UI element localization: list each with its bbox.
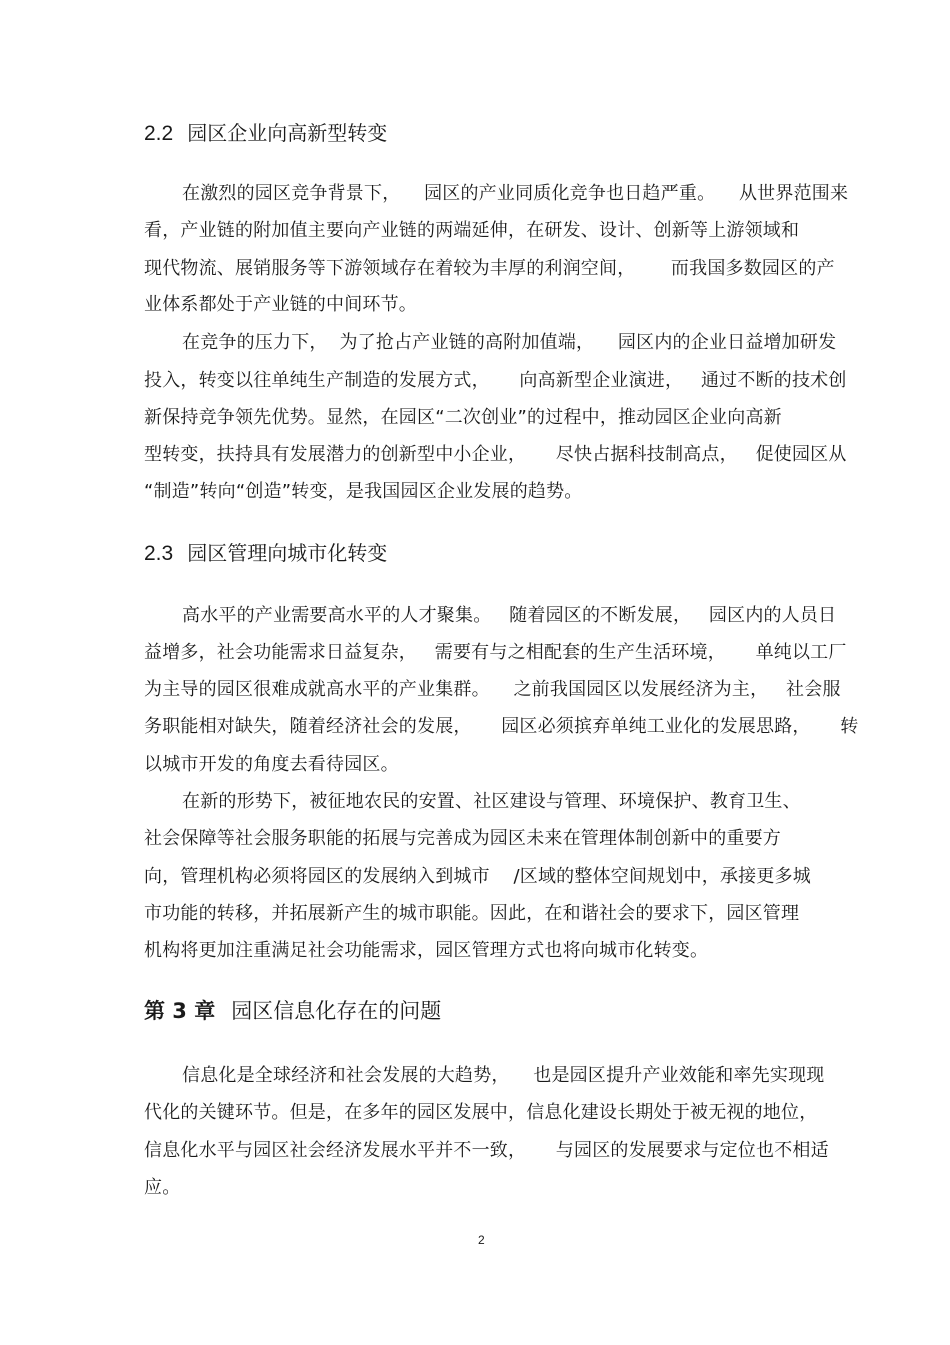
text-line: 看，产业链的附加值主要向产业链的两端延伸，在研发、设计、创新等上游领域和 <box>144 220 800 241</box>
section-title: 园区管理向城市化转变 <box>187 541 388 565</box>
text-line: 现代物流、展销服务等下游领域存在着较为丰厚的利润空间， 而我国多数园区的产 <box>144 258 835 279</box>
text-line: 向，管理机构必须将园区的发展纳入到城市 /区域的整体空间规划中，承接更多城 <box>144 866 811 887</box>
text-line: 新保持竞争领先优势。显然，在园区“二次创业”的过程中，推动园区企业向高新 <box>144 407 782 428</box>
text-line: 在竞争的压力下， 为了抢占产业链的高附加值端， 园区内的企业日益增加研发 <box>182 332 837 353</box>
text-line: 投入，转变以往单纯生产制造的发展方式， 向高新型企业演进， 通过不断的技术创 <box>144 370 847 391</box>
section-heading-2-2 <box>144 121 387 146</box>
text-line: 机构将更加注重满足社会功能需求，园区管理方式也将向城市化转变。 <box>144 940 709 961</box>
chapter-heading-3 <box>144 998 441 1024</box>
text-line: 代化的关键环节。但是，在多年的园区发展中，信息化建设长期处于被无视的地位， <box>144 1102 818 1123</box>
text-line: 为主导的园区很难成就高水平的产业集群。 之前我国园区以发展经济为主， 社会服 <box>144 679 841 700</box>
text-line: 在新的形势下，被征地农民的安置、社区建设与管理、环境保护、教育卫生、 <box>182 791 801 812</box>
text-line: 业体系都处于产业链的中间环节。 <box>144 294 417 315</box>
text-line: 信息化是全球经济和社会发展的大趋势， 也是园区提升产业效能和率先实现现 <box>182 1065 825 1086</box>
text-line: 型转变，扶持具有发展潜力的创新型中小企业， 尽快占据科技制高点， 促使园区从 <box>144 444 847 465</box>
text-line: 社会保障等社会服务职能的拓展与完善成为园区未来在管理体制创新中的重要方 <box>144 828 781 849</box>
text-line: 务职能相对缺失，随着经济社会的发展， 园区必须摈弃单纯工业化的发展思路， 转 <box>144 716 859 737</box>
text-line: 益增多，社会功能需求日益复杂， 需要有与之相配套的生产生活环境， 单纯以工厂 <box>144 642 847 663</box>
chapter-title: 园区信息化存在的问题 <box>231 999 442 1023</box>
section-number: 2.3 <box>144 542 174 565</box>
section-number: 2.2 <box>144 122 174 145</box>
section-heading-2-3 <box>144 541 387 566</box>
text-line: 信息化水平与园区社会经济发展水平并不一致， 与园区的发展要求与定位也不相适 <box>144 1140 829 1161</box>
text-line: 高水平的产业需要高水平的人才聚集。 随着园区的不断发展， 园区内的人员日 <box>182 605 837 626</box>
section-title: 园区企业向高新型转变 <box>187 121 388 145</box>
text-line: 在激烈的园区竞争背景下， 园区的产业同质化竞争也日趋严重。 从世界范围来 <box>182 183 849 204</box>
text-line: “制造”转向“创造”转变，是我国园区企业发展的趋势。 <box>144 481 583 502</box>
text-line: 以城市开发的角度去看待园区。 <box>144 754 399 775</box>
page-number: 2 <box>478 1233 485 1247</box>
text-line: 应。 <box>144 1177 181 1198</box>
text-line: 市功能的转移，并拓展新产生的城市职能。因此，在和谐社会的要求下，园区管理 <box>144 903 800 924</box>
chapter-label: 第 3 章 <box>144 999 216 1023</box>
